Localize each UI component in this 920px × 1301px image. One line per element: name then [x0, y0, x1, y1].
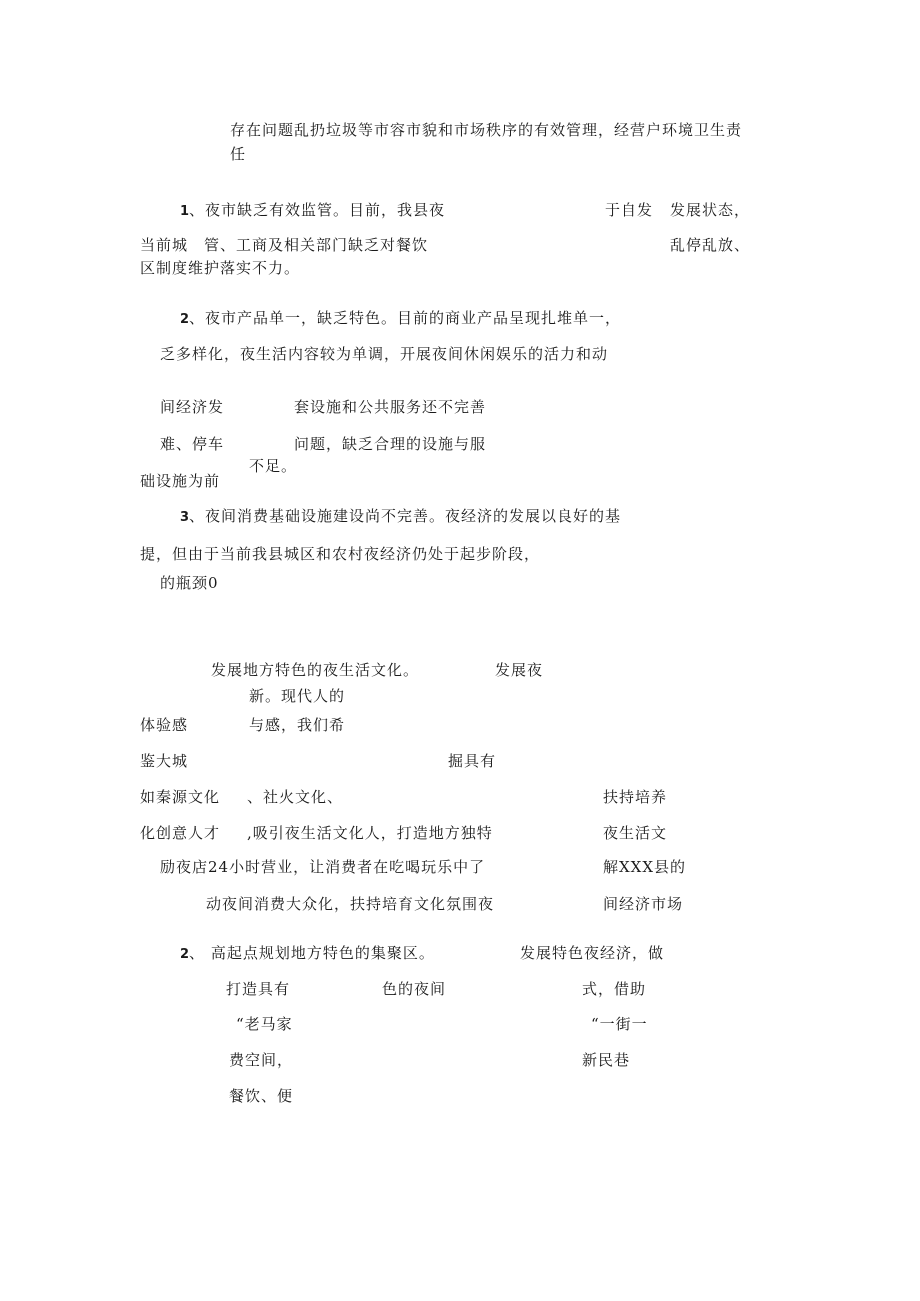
problem-1-row2-right: 乱停乱放、	[670, 236, 751, 254]
measure-2-title: 、 高起点规划地方特色的集聚区。	[189, 944, 435, 962]
problem-2-row3-left: 间经济发	[160, 398, 225, 416]
problem-2-heading	[180, 309, 621, 329]
header-line-2: 任	[230, 145, 247, 163]
measure-1-row1: 新。现代人的	[249, 687, 346, 705]
problem-2-row4-right: 问题，缺乏合理的设施与服	[294, 435, 487, 453]
measure-2-title-right: 发展特色夜经济，做	[520, 944, 665, 962]
measure-1-row4-left: 如秦源文化	[140, 788, 221, 806]
measure-1-row4-right: 扶持培养	[603, 788, 668, 806]
measure-2-row1-right: 式，借助	[582, 980, 647, 998]
problem-1-fragment-right-2: 发展状态，	[670, 201, 751, 219]
problem-2-row4-left: 难、停车	[160, 435, 225, 453]
measure-2-number: 2	[180, 947, 190, 962]
problem-2-text: 、夜市产品单一，缺乏特色。目前的商业产品呈现扎堆单一，	[189, 309, 622, 327]
measure-1-row3-left: 鉴大城	[140, 752, 189, 770]
problem-1-heading	[180, 201, 445, 221]
measure-1-row5-left: 化创意人才	[140, 824, 221, 842]
measure-1-row2-left: 体验感	[140, 716, 189, 734]
measure-1-row6-right: 解XXX县的	[603, 858, 687, 876]
problem-1-row3: 区制度维护落实不力。	[140, 259, 301, 277]
measure-1-row5-mid: ,吸引夜生活文化人，打造地方独特	[247, 824, 493, 842]
measure-2-row1-left: 打造具有	[226, 980, 291, 998]
problem-3-heading	[180, 507, 621, 527]
header-line-1: 存在问题乱扔垃圾等市容市貌和市场秩序的有效管理，经营户环境卫生责	[230, 121, 743, 139]
measure-1-row3-right: 掘具有	[448, 752, 497, 770]
problem-2-number: 2	[180, 312, 190, 327]
measure-2-row2-right: “一街一	[591, 1015, 648, 1033]
measure-2-row4-left: 餐饮、便	[229, 1087, 294, 1105]
problem-1-text: 、夜市缺乏有效监管。目前，我县夜	[189, 201, 446, 219]
problem-2-row6: 础设施为前	[140, 472, 221, 490]
measure-1-title: 发展地方特色的夜生活文化。	[211, 661, 420, 679]
problem-2-row3-right: 套设施和公共服务还不完善	[294, 398, 487, 416]
measure-1-row7-right: 间经济市场	[603, 895, 684, 913]
problem-1-fragment-right: 于自发	[605, 201, 654, 219]
measure-2-row3-left: 费空间，	[229, 1051, 294, 1069]
problem-1-number: 1	[180, 204, 190, 219]
measure-2-row3-right: 新民巷	[582, 1051, 631, 1069]
problem-2-row5: 不足。	[249, 457, 298, 475]
problem-1-row2-left: 当前城	[140, 236, 189, 254]
measure-1-row2-right: 与感，我们希	[249, 716, 346, 734]
problem-3-row3: 的瓶颈0	[160, 574, 219, 592]
measure-1-title-right: 发展夜	[495, 661, 544, 679]
measure-2-row1-mid: 色的夜间	[382, 980, 447, 998]
problem-3-row2: 提，但由于当前我县城区和农村夜经济仍处于起步阶段，	[140, 545, 541, 563]
measure-2-row2-left: “老马家	[236, 1015, 293, 1033]
problem-2-row2: 乏多样化，夜生活内容较为单调，开展夜间休闲娱乐的活力和动	[160, 345, 609, 363]
problem-3-number: 3	[180, 510, 190, 525]
measure-1-row4-mid: 、社火文化、	[247, 788, 344, 806]
problem-3-text: 、夜间消费基础设施建设尚不完善。夜经济的发展以良好的基	[189, 507, 622, 525]
measure-1-row7-left: 动夜间消费大众化，扶持培育文化氛围夜	[206, 895, 495, 913]
measure-1-row5-right: 夜生活文	[603, 824, 668, 842]
measure-2-heading	[180, 944, 435, 964]
problem-1-row2-mid: 管、工商及相关部门缺乏对餐饮	[204, 236, 429, 254]
measure-1-row6-left: 励夜店24小时营业，让消费者在吃喝玩乐中了	[160, 858, 486, 876]
